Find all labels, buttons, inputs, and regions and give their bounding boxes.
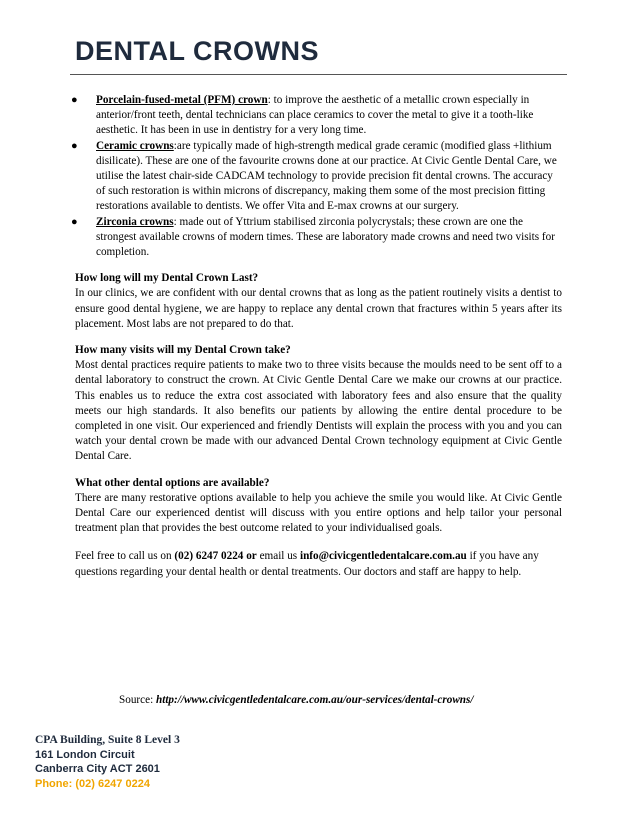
section-heading: What other dental options are available?	[75, 476, 270, 489]
footer-street: 161 London Circuit	[35, 748, 135, 761]
contact-paragraph: Feel free to call us on (02) 6247 0224 or email us info@civicgentledentalcare.com.au if you have any questions regarding your dental health or dental treatments. Our doctors and staff are happy to help.	[75, 550, 539, 578]
source-line	[119, 694, 473, 706]
footer-building: CPA Building, Suite 8 Level 3	[35, 734, 180, 746]
main-content	[71, 93, 562, 580]
bullet-text: are typically made of high-strength medical grade ceramic (modified glass +lithium disilicate). These are one of the favourite crowns done at our practice. At Civic Gentle Dental Care, we utilise the latest chair-side CADCAM technology to provide precision fit dental crowns. The accuracy of such restoration is within microns of discrepancy, making them some of the most precision fitting restorations available to dentists. We offer Vita and E-max crowns at our surgery.	[96, 139, 557, 213]
section-crown-lifespan	[75, 271, 562, 332]
list-item: ● Ceramic crowns:are typically made of high-strength medical grade ceramic (modified glass +lithium disilicate). These are one of the favourite crowns done at our practice. At Civic Gentle Dental Care, we utilise the latest chair-side CADCAM technology to provide precision fit dental crowns. The accuracy of such restoration is within microns of discrepancy, making them some of the most precision fitting restorations available to dentists. We offer Vita and E-max crowns at our surgery.	[71, 139, 557, 213]
source-label: Source:	[119, 694, 156, 706]
bullet-text: made out of Yttrium stabilised zirconia polycrystals; these crown are one the strongest available crowns of modern times. These are laboratory made crowns and need two visits for completion.	[96, 215, 555, 259]
email-address[interactable]: info@civicgentledentalcare.com.au	[299, 550, 467, 563]
bullet-text: to improve the aesthetic of a metallic crown especially in anterior/front teeth, dental technicians can place ceramics to cover the metal to give it a tooth-like aesthetic. It has been in use in dentistry for a very long time.	[96, 94, 534, 137]
section-heading: How long will my Dental Crown Last?	[75, 272, 259, 285]
phone-number: (02) 6247 0224 or	[174, 550, 257, 563]
bullet-icon: ●	[71, 215, 78, 228]
section-heading: How many visits will my Dental Crown take?	[75, 344, 291, 357]
page-title: DENTAL CROWNS	[75, 36, 319, 66]
bullet-term: Porcelain-fused-metal (PFM) crown	[96, 94, 268, 106]
section-body: There are many restorative options available to help you achieve the smile you would like. At Civic Gentle Dental Care our experienced dentist will discuss with you entire options and help tailor your personal treatment plan that provides the best outcome related to your individualised goals.	[75, 491, 562, 535]
section-body: Most dental practices require patients to make two to three visits because the moulds need to be sent off to a dental laboratory to construct the crown. At Civic Gentle Dental Care we make our crowns at our practice. This enables us to reduce the extra cost associated with laboratory fees and also ensure that the quality meets our high standards. It also benefits our patients by allowing the entire dental procedure to be completed in one visit. Our experienced and friendly Dentists will explain the process with you and you can watch your dental crown be made with our advanced Dental Crown technology equipment at Civic Gentle Dental Care.	[75, 359, 562, 463]
list-item: ● Porcelain-fused-metal (PFM) crown: to improve the aesthetic of a metallic crown especially in anterior/front teeth, dental technicians can place ceramics to cover the metal to give it a tooth-like aesthetic. It has been in use in dentistry for a very long time.	[71, 94, 534, 137]
section-other-options	[75, 476, 562, 537]
source-url[interactable]: http://www.civicgentledentalcare.com.au/our-services/dental-crowns/	[155, 694, 474, 706]
bullet-icon: ●	[71, 94, 78, 106]
section-visits	[75, 343, 562, 465]
footer-address	[35, 733, 180, 791]
footer-city: Canberra City ACT 2601	[35, 763, 160, 776]
title-divider	[70, 74, 567, 75]
bullet-icon: ●	[71, 139, 78, 152]
section-body: In our clinics, we are confident with our dental crowns that as long as the patient routinely visits a dentist to ensure good dental hygiene, we are happy to replace any dental crown that fractures within 5 years after its placement. Most labs are not prepared to do that.	[75, 287, 562, 330]
list-item: ● Zirconia crowns: made out of Yttrium stabilised zirconia polycrystals; these crown are one the strongest available crowns of modern times. These are laboratory made crowns and need two visits for completion.	[71, 215, 555, 259]
crown-types-list	[71, 93, 562, 260]
footer-phone: Phone: (02) 6247 0224	[35, 777, 150, 790]
bullet-term: Ceramic crowns	[96, 139, 174, 152]
bullet-term: Zirconia crowns	[96, 215, 174, 228]
